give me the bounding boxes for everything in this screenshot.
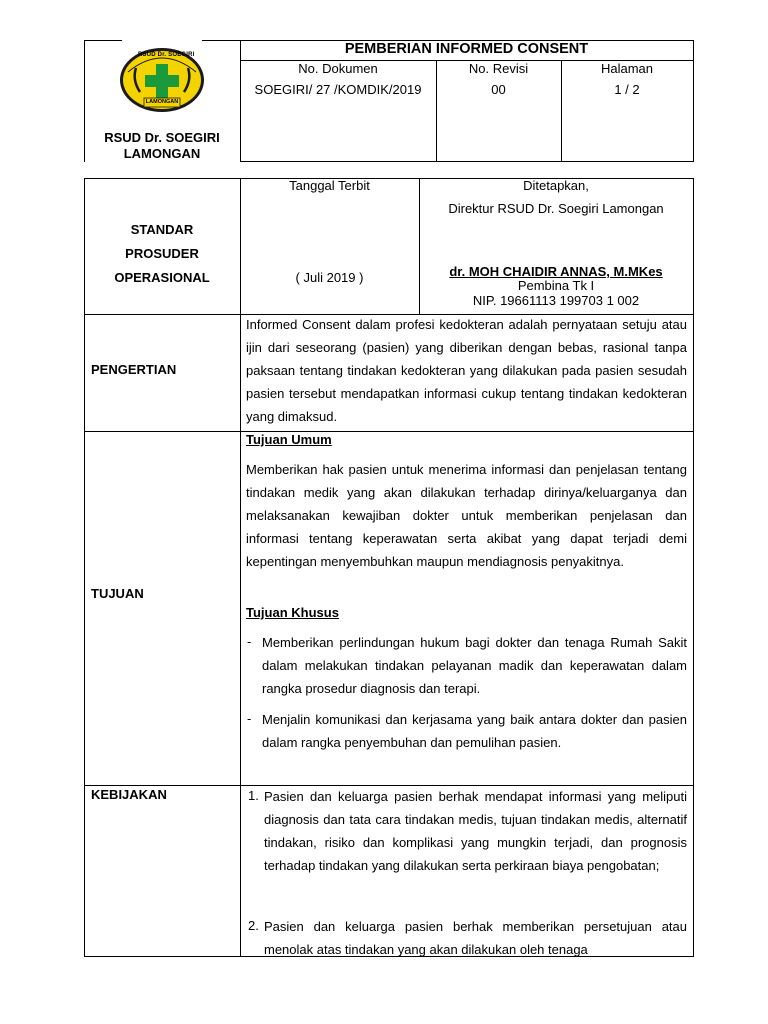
khusus-bullet-1: - bbox=[247, 634, 252, 649]
kebijakan-label: KEBIJAKAN bbox=[91, 787, 167, 802]
khusus-bullet-2: - bbox=[247, 711, 252, 726]
khusus-item-1: Memberikan perlindungan hukum bagi dokter dan tenaga Rumah Sakit dalam melakukan tindakan pelayanan madik dan keperawatan dalam rangka prosedur diagnosis dan terapi. bbox=[262, 635, 687, 696]
kebijakan-num-1: 1. bbox=[248, 788, 259, 803]
sop-label-line1: STANDAR bbox=[130, 222, 194, 237]
issue-date-value: ( Juli 2019 ) bbox=[295, 270, 364, 285]
pengertian-text: Informed Consent dalam profesi kedokteran adalah pernyataan setuju atau ijin dari seseorang (pasien) yang diberikan dengan bebas, rasional tanpa paksaan tentang tindakan kedokteran yang dilakukan pada pasien sesudah pasien tersebut mendapatkan informasi cukup tentang tindakan kedokteran yang dimaksud. bbox=[246, 317, 687, 424]
khusus-item-2: Menjalin komunikasi dan kerjasama yang baik antara dokter dan pasien dalam rangka penyembuhan dan pemulihan pasien. bbox=[262, 712, 687, 750]
hospital-name-line1: RSUD Dr. SOEGIRI bbox=[104, 130, 220, 145]
logo-text-bottom: LAMONGAN bbox=[145, 99, 179, 105]
tujuan-label: TUJUAN bbox=[91, 586, 144, 601]
tujuan-khusus-heading: Tujuan Khusus bbox=[246, 605, 339, 620]
kebijakan-item-2: Pasien dan keluarga pasien berhak memberikan persetujuan atau menolak atas tindakan yang akan dilakukan oleh tenaga bbox=[264, 919, 687, 957]
revision-value: 00 bbox=[491, 82, 506, 97]
tujuan-umum-heading: Tujuan Umum bbox=[246, 432, 332, 447]
tujuan-umum-text: Memberikan hak pasien untuk menerima informasi dan penjelasan tentang tindakan medik yang akan dilakukan terhadap dirinya/keluarganya dan melaksanakan kewajiban dokter untuk memberikan penjelasan dan informasi tentang keperawatan serta akibat yang dapat terjadi demi kepentingan menyembuhkan maupun mendiagnosis penyakitnya. bbox=[246, 462, 687, 569]
director-rank: Pembina Tk I bbox=[517, 278, 595, 293]
kebijakan-num-2: 2. bbox=[248, 918, 259, 933]
document-title: PEMBERIAN INFORMED CONSENT bbox=[344, 41, 589, 57]
approved-by-title: Direktur RSUD Dr. Soegiri Lamongan bbox=[448, 201, 664, 216]
hospital-logo bbox=[118, 46, 206, 114]
revision-label: No. Revisi bbox=[468, 61, 529, 76]
doc-number-label: No. Dokumen bbox=[298, 61, 378, 76]
page-value: 1 / 2 bbox=[614, 82, 640, 97]
pengertian-label: PENGERTIAN bbox=[91, 362, 177, 377]
sop-label-line3: OPERASIONAL bbox=[114, 270, 210, 285]
logo-text-top: RSUD Dr. SOEGIRI bbox=[138, 52, 195, 58]
director-name: dr. MOH CHAIDIR ANNAS, M.MKes bbox=[449, 264, 663, 279]
doc-number-value: SOEGIRI/ 27 /KOMDIK/2019 bbox=[254, 82, 422, 97]
sop-label-line2: PROSUDER bbox=[125, 246, 199, 261]
kebijakan-item-1: Pasien dan keluarga pasien berhak mendapat informasi yang meliputi diagnosis dan tata cara tindakan medis, tujuan tindakan medis, alternatif tindakan, risiko dan komplikasi yang mungkin terjadi, dan prognosis terhadap tindakan yang dilakukan serta perkiraan biaya pengobatan; bbox=[264, 789, 687, 873]
issue-date-label: Tanggal Terbit bbox=[289, 178, 370, 193]
approved-label: Ditetapkan, bbox=[523, 178, 589, 193]
director-nip: NIP. 19661113 199703 1 002 bbox=[472, 293, 640, 308]
hospital-name-line2: LAMONGAN bbox=[123, 146, 201, 161]
page-label: Halaman bbox=[600, 61, 654, 76]
